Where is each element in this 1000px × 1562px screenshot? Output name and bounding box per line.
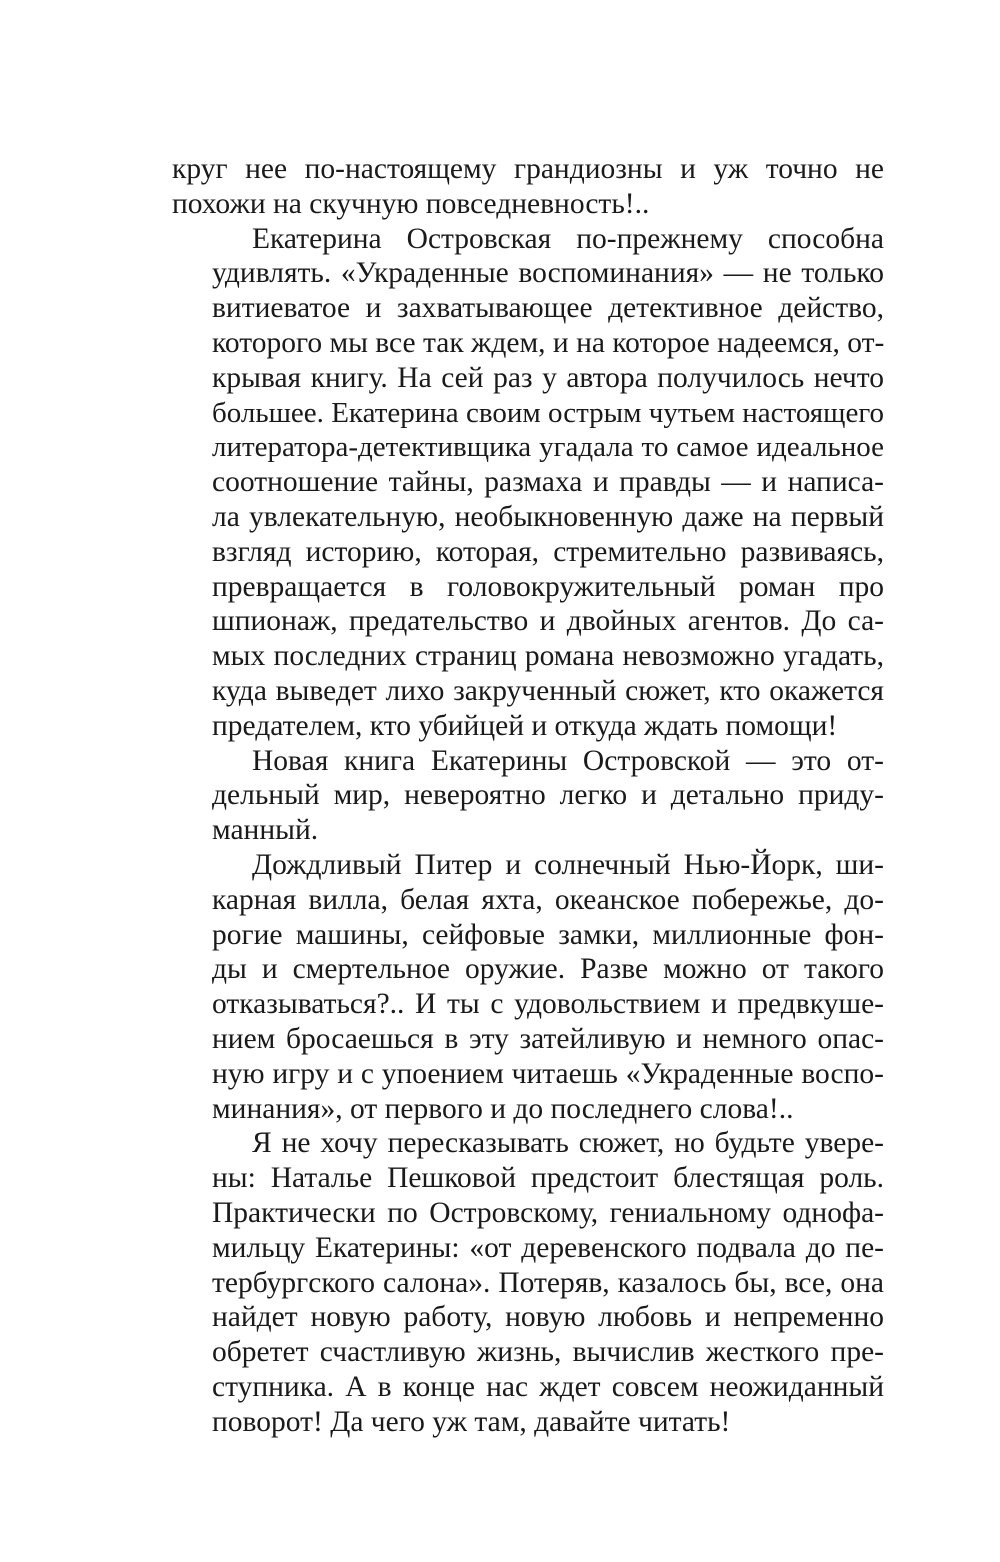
text-line: Практически по Островскому, гениальному однофа- [212,1196,884,1229]
text-line: ную игру и с упоением читаешь «Украденные воспо- [212,1057,884,1090]
text-line: Я не хочу пересказывать сюжет, но будьте увере- [252,1127,884,1160]
text-line: поворот! Да чего уж там, давайте читать! [212,1405,731,1438]
text-line: которого мы все так ждем, и на которое надеемся, от- [212,326,885,359]
text-line: мильцу Екатерины: «от деревенского подвала до пе- [212,1231,884,1264]
text-line: тербургского салона». Потеряв, казалось бы, все, она [212,1266,884,1299]
text-line: нием бросаешься в эту затейливую и немного опас- [212,1022,884,1055]
text-line: мых последних страниц романа невозможно угадать, [212,640,884,673]
text-line: Дождливый Питер и солнечный Нью-Йорк, ши- [252,848,884,881]
text-line: манный. [212,814,319,847]
text-line: карная вилла, белая яхта, океанское побережье, до- [212,883,884,916]
text-line: минания», от первого и до последнего слова!.. [212,1092,794,1125]
text-line: отказываться?.. И ты с удовольствием и предвкуше- [212,988,884,1021]
text-line: дельный мир, невероятно легко и детально приду- [212,779,884,812]
text-line: Екатерина Островская по-прежнему способна [252,222,884,255]
text-line: рогие машины, сейфовые замки, миллионные фон- [212,918,884,951]
paragraph-5 [172,1126,884,1439]
text-line: круг нее по-настоящему грандиозны и уж точно не [172,153,884,185]
text-line: витиеватое и захватывающее детективное действо, [212,292,884,325]
text-line: шпионаж, предательство и двойных агентов. До са- [212,605,884,638]
text-line: превращается в головокружительный роман про [212,570,884,603]
text-line: удивлять. «Украденные воспоминания» — не только [212,257,884,290]
text-line: похожи на скучную повседневность!.. [172,187,650,220]
text-line: ступника. А в конце нас ждет совсем неожиданный [212,1370,884,1403]
text-line: соотношение тайны, размаха и правды — и написа- [212,466,884,499]
text-line: крывая книгу. На сей раз у автора получилось нечто [212,361,884,394]
paragraph-4 [172,848,884,1126]
text-line: Новая книга Екатерины Островской — это от- [252,744,884,777]
text-line: ны: Наталье Пешковой предстоит блестящая роль. [212,1162,884,1195]
text-line: ла увлекательную, необыкновенную даже на первый [212,500,884,533]
text-line: обретет счастливую жизнь, вычислив жесткого пре- [212,1336,884,1369]
text-line: куда выведет лихо закрученный сюжет, кто окажется [212,674,884,707]
paragraph-1 [172,152,884,222]
text-line: литератора-детективщика угадала то самое идеальное [212,431,884,464]
text-line: взгляд историю, которая, стремительно развиваясь, [212,535,884,568]
text-line: ды и смертельное оружие. Разве можно от такого [212,953,884,986]
text-line: найдет новую работу, новую любовь и непременно [212,1301,884,1334]
body-text [172,152,884,1439]
text-line: большее. Екатерина своим острым чутьем настоящего [212,396,884,429]
paragraph-3 [172,744,884,848]
text-line: предателем, кто убийцей и откуда ждать помощи! [212,709,838,742]
paragraph-2 [172,222,884,744]
